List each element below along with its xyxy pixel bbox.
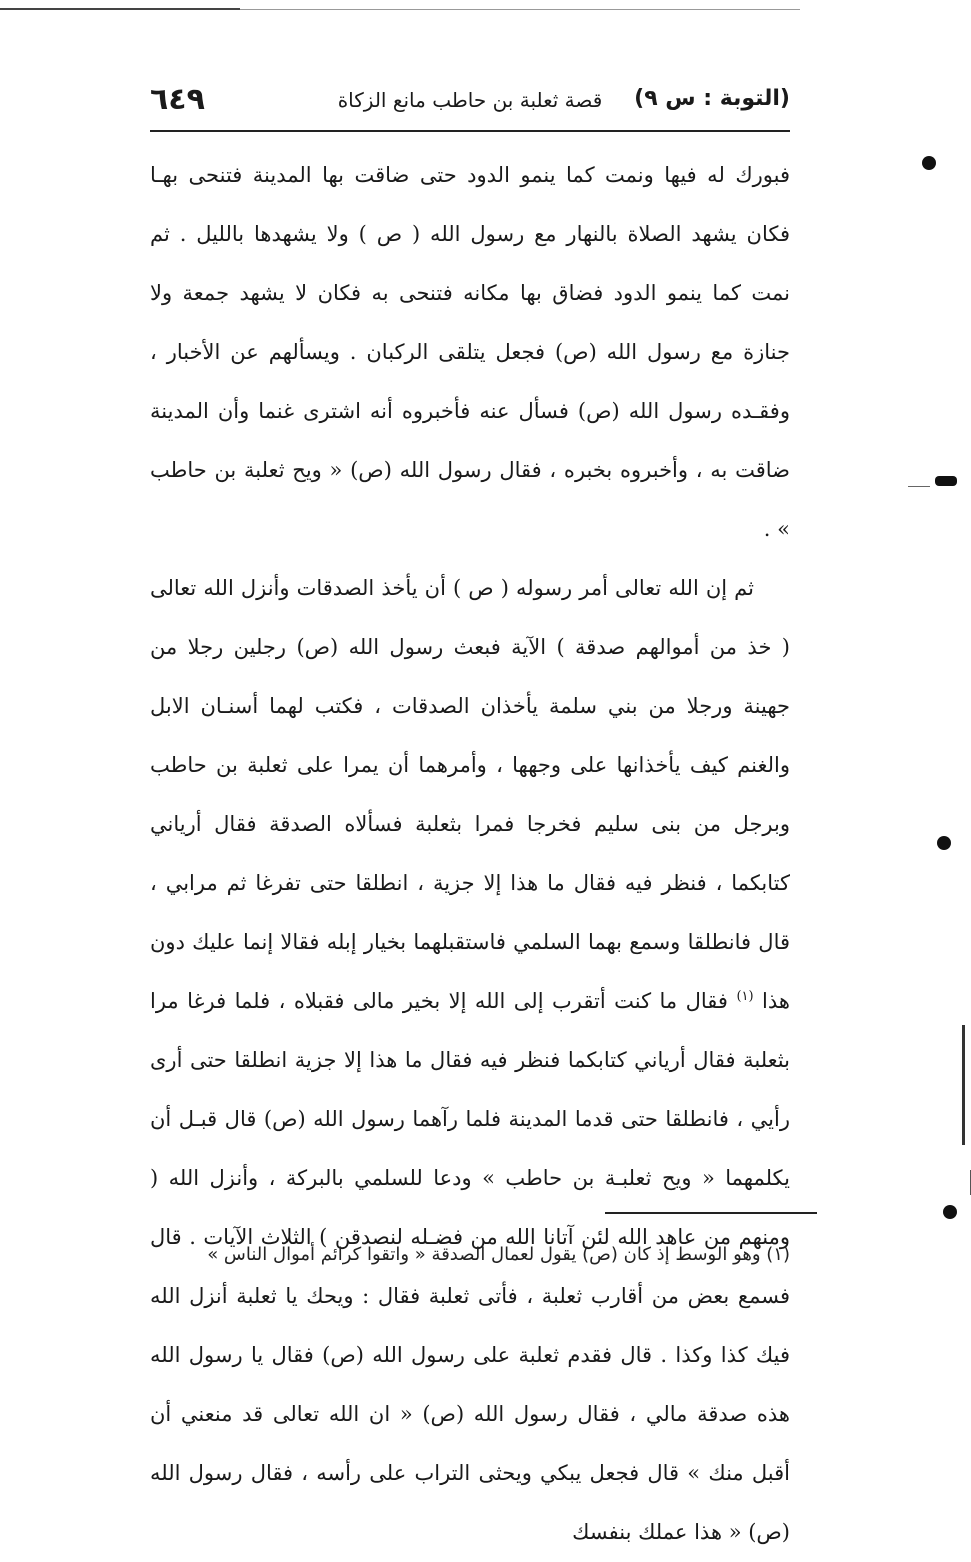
main-text [150, 146, 790, 1562]
page-number: ٦٤٩ [150, 82, 205, 117]
footnote-text: (١) وهو الوسط إذ كان (ص) يقول لعمال الصدقة « واتقوا كرائم أموال الناس » [207, 1244, 790, 1265]
margin-scan-bar [962, 1025, 965, 1145]
top-edge-rule-thin [240, 9, 800, 10]
binding-hole-mark [935, 476, 957, 486]
paragraph-2-part-1: ثم إن الله تعالى أمر رسوله ( ص ) أن يأخذ الصدقات وأنزل الله تعالى ( خذ من أموالهم صدقة ) الآية فبعث رسول الله (ص) رجلين رجلا من جهينة ورجلا من بني سلمة يأخذان الصدقات ، فكتب لهما أسنـان الابل والغنم كيف يأخذانها على وجهها ، وأمرهما أن يمرا على ثعلبة بن حاطب وبرجل من بنى سليم فخرجا فمرا بثعلبة فسألاه الصدقة فقال أرياني كتابكما ، فنظر فيه فقال ما هذا إلا جزية ، انطلقا حتى تفرغا ثم مرابي ، قال فانطلقا وسمع بهما السلمي فاستقبلهما بخيار إبله فقالا إنما عليك دون هذا [150, 576, 790, 1013]
page-header [150, 80, 790, 124]
margin-scan-mark [908, 486, 930, 487]
paragraph-1: فبورك له فيها ونمت كما ينمو الدود حتى ضاقت بها المدينة فتنحى بهـا فكان يشهد الصلاة بالنهار مع رسول الله ( ص ) ولا يشهدها بالليل . ثم نمت كما ينمو الدود فضاق بها مكانه فتنحى به فكان لا يشهد جمعة ولا جنازة مع رسول الله (ص) فجعل يتلقى الركبان . ويسألهم عن الأخبار ، وفقـده رسول الله (ص) فسأل عنه فأخبروه أنه اشترى غنما وأن المدينة ضاقت به ، وأخبروه بخبره ، فقال رسول الله (ص) « ويح ثعلبة بن حاطب » . [150, 163, 790, 541]
book-page [150, 80, 790, 1562]
paragraph-2-part-2: فقال ما كنت أتقرب إلى الله إلا بخير مالى فقبلاه ، فلما فرغا مرا بثعلبة فقال أرياني كتابكما فنظر فيه فقال ما هذا إلا جزية انطلقا حتى أرى رأيي ، فانطلقا حتى قدما المدينة فلما رآهما رسول الله (ص) قال قبـل أن يكلمهما « ويح ثعلبـة بن حاطب » ودعا للسلمي بالبركة ، وأنزل الله ( ومنهم من عاهد الله لئن آتانا الله من فضـله لنصدقن ) الثلاث الآيات . قال فسمع بعض من أقارب ثعلبة ، فأتى ثعلبة فقال : ويحك يا ثعلبة أنزل الله فيك كذا وكذا . قال فقدم ثعلبة على رسول الله (ص) فقال يا رسول الله هذه صدقة مالي ، فقال رسول الله (ص) « ان الله تعالى قد منعني أن أقبل منك » قال فجعل يبكي ويحثى التراب على رأسه ، فقال رسول الله (ص) « هذا عملك بنفسك [150, 989, 790, 1544]
paragraph-2 [150, 559, 790, 1562]
surah-reference: (التوبة : س ٩) [634, 86, 790, 111]
footnote-rule [605, 1212, 817, 1214]
running-title: قصة ثعلبة بن حاطب مانع الزكاة [337, 88, 603, 112]
binding-hole-mark [937, 836, 951, 850]
binding-hole-mark [943, 1205, 957, 1219]
footnote-marker: (١) [736, 989, 754, 1004]
top-edge-rule [0, 8, 240, 10]
header-rule [150, 130, 790, 132]
binding-hole-mark [922, 156, 936, 170]
